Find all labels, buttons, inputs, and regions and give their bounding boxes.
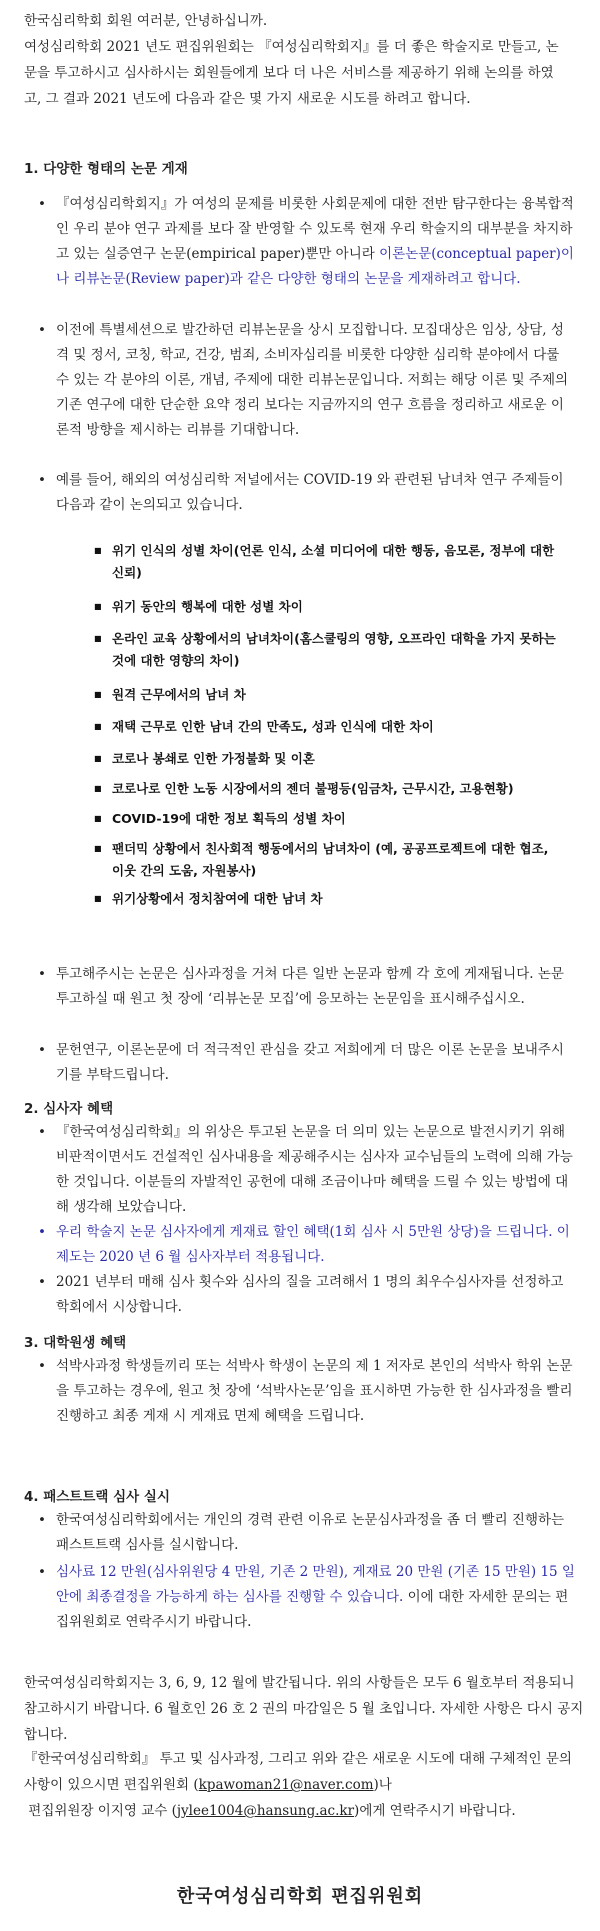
editorial-email-link[interactable]: kpawoman21@naver.com	[198, 1777, 374, 1793]
section-2-bullet-2: • 우리 학술지 논문 심사자에게 게재료 할인 혜택(1회 심사 시 5만원 상당)을 드립니다. 이 제도는 2020 년 6 월 심사자부터 적용됩니다.	[56, 1220, 576, 1270]
contact-text: )나	[373, 1777, 392, 1793]
topic-item: ■ 위기 동안의 행복에 대한 성별 차이	[112, 596, 560, 618]
section-1-title: 1. 다양한 형태의 논문 게재	[24, 161, 188, 177]
topic-item: ■ 위기 인식의 성별 차이(언론 인식, 소셜 미디어에 대한 행동, 음모론, 정부에 대한 신뢰)	[112, 540, 560, 584]
committee-signature: 한국여성심리학회 편집위원회	[176, 1886, 424, 1907]
section-4-bullet-1: • 한국여성심리학회에서는 개인의 경력 관련 이유로 논문심사과정을 좀 더 빨리 진행하는 패스트트랙 심사를 실시합니다.	[56, 1508, 576, 1558]
section-2-bullet-3: • 2021 년부터 매해 심사 횟수와 심사의 질을 고려해서 1 명의 최우수심사자를 선정하고 학회에서 시상합니다.	[56, 1270, 576, 1320]
section-4-title: 4. 패스트트랙 심사 실시	[24, 1489, 170, 1505]
section-1-bullet-4: • 투고해주시는 논문은 심사과정을 거쳐 다른 일반 논문과 함께 각 호에 게재됩니다. 논문 투고하실 때 원고 첫 장에 ‘리뷰논문 모집’에 응모하는 논문임을 표시해주십시오.	[56, 962, 576, 1012]
section-1-bullet-1	[56, 192, 576, 292]
section-2-title: 2. 심사자 혜택	[24, 1101, 114, 1117]
contact-text: 『한국여성심리학회』 투고 및 심사과정, 그리고 위와 같은 새로운 시도에 대해 구체적인 문의사항이 있으시면 편집위원회 (	[24, 1751, 572, 1793]
contact-text: )에게 연락주시기 바랍니다.	[354, 1803, 516, 1819]
topic-item: ■ 위기상황에서 정치참여에 대한 남녀 차	[112, 888, 560, 910]
section-1-bullet-3: • 예를 들어, 해외의 여성심리학 저널에서는 COVID-19 와 관련된 남녀차 연구 주제들이 다음과 같이 논의되고 있습니다.	[56, 468, 576, 518]
contact-text: 편집위원장 이지영 교수 (	[28, 1803, 177, 1819]
bullet-text: 『여성심리학회지』가 여성의 문제를 비롯한 사회문제에 대한 전반 탐구한다는 융복합적인 우리 분야 연구 과제를 보다 잘 반영할 수 있도록 현재 우리 학술지의 대부분을 차지하고 있는 실증연구 논문(empirical paper)뿐만 아니라	[56, 196, 574, 262]
topic-item: ■ 코로나로 인한 노동 시장에서의 젠더 불평등(임금차, 근무시간, 고용현황)	[112, 778, 560, 800]
highlighted-text: 심사료 12 만원(심사위원당 4 만원, 기존 2 만원), 게재료 20 만원 (기존 15 만원) 15 일 안에 최종결정을 가능하게 하는 심사를 진행할 수 있습니다.	[56, 1564, 575, 1605]
topic-item: ■ 원격 근무에서의 남녀 차	[112, 684, 560, 706]
topic-item: ■ 온라인 교육 상황에서의 남녀차이(홈스쿨링의 영향, 오프라인 대학을 가지 못하는 것에 대한 영향의 차이)	[112, 628, 560, 672]
topic-item: ■ 재택 근무로 인한 남녀 간의 만족도, 성과 인식에 대한 차이	[112, 716, 560, 738]
section-1-bullet-2: • 이전에 특별세션으로 발간하던 리뷰논문을 상시 모집합니다. 모집대상은 임상, 상담, 성격 및 정서, 코칭, 학교, 건강, 범죄, 소비자심리를 비롯한 다양한 심리학 분야에서 다룰 수 있는 각 분야의 이론, 개념, 주제에 대한 리뷰논문입니다. 저희는 해당 이론 및 주제의 기존 연구에 대한 단순한 요약 정리 보다는 지금까지의 연구 흐름을 정리하고 새로운 이론적 방향을 제시하는 리뷰를 기대합니다.	[56, 318, 576, 443]
editor-email-link[interactable]: jylee1004@hansung.ac.kr	[176, 1803, 355, 1819]
greeting: 한국심리학회 회원 여러분, 안녕하십니까.	[24, 13, 268, 29]
highlighted-text: 이론논문(conceptual paper)이나 리뷰논문(Review paper)과 같은 다양한 형태의 논문을 게재하려고 합니다.	[56, 246, 574, 287]
intro-paragraph: 여성심리학회 2021 년도 편집위원회는 『여성심리학회지』를 더 좋은 학술지로 만들고, 논문을 투고하시고 심사하시는 회원들에게 보다 더 나은 서비스를 제공하기 위해 논의를 하였고, 그 결과 2021 년도에 다음과 같은 몇 가지 새로운 시도를 하려고 합니다.	[24, 39, 559, 107]
topic-item: ■ COVID-19에 대한 정보 획득의 성별 차이	[112, 808, 560, 830]
section-3-bullet-1: • 석박사과정 학생들끼리 또는 석박사 학생이 논문의 제 1 저자로 본인의 석박사 학위 논문을 투고하는 경우에, 원고 첫 장에 ‘석박사논문’임을 표시하면 가능한 한 심사과정을 빨리 진행하고 최종 게재 시 게재료 면제 혜택을 드립니다.	[56, 1354, 576, 1429]
topic-item: ■ 코로나 봉쇄로 인한 가정불화 및 이혼	[112, 748, 560, 770]
contact-paragraph	[24, 1746, 584, 1824]
section-4-bullet-2	[56, 1560, 576, 1635]
bullet-text: 이에 대한 자세한 문의는 편집위원회로 연락주시기 바랍니다.	[56, 1589, 569, 1630]
section-1-bullet-5: • 문헌연구, 이론논문에 더 적극적인 관심을 갖고 저희에게 더 많은 이론 논문을 보내주시기를 부탁드립니다.	[56, 1038, 576, 1088]
closing-paragraph: 한국여성심리학회지는 3, 6, 9, 12 월에 발간됩니다. 위의 사항들은 모두 6 월호부터 적용되니 참고하시기 바랍니다. 6 월호인 26 호 2 권의 마감일은 5 월 초입니다. 자세한 사항은 다시 공지합니다.	[24, 1675, 584, 1743]
section-2-bullet-1: • 『한국여성심리학회』의 위상은 투고된 논문을 더 의미 있는 논문으로 발전시키기 위해 비판적이면서도 건설적인 심사내용을 제공해주시는 심사자 교수님들의 노력에 의해 가능한 것입니다. 이분들의 자발적인 공헌에 대해 조금이나마 혜택을 드릴 수 있는 방법에 대해 생각해 보았습니다.	[56, 1120, 576, 1220]
section-3-title: 3. 대학원생 혜택	[24, 1335, 127, 1351]
topic-item: ■ 팬더믹 상황에서 친사회적 행동에서의 남녀차이 (예, 공공프로젝트에 대한 협조, 이웃 간의 도움, 자원봉사)	[112, 838, 560, 882]
